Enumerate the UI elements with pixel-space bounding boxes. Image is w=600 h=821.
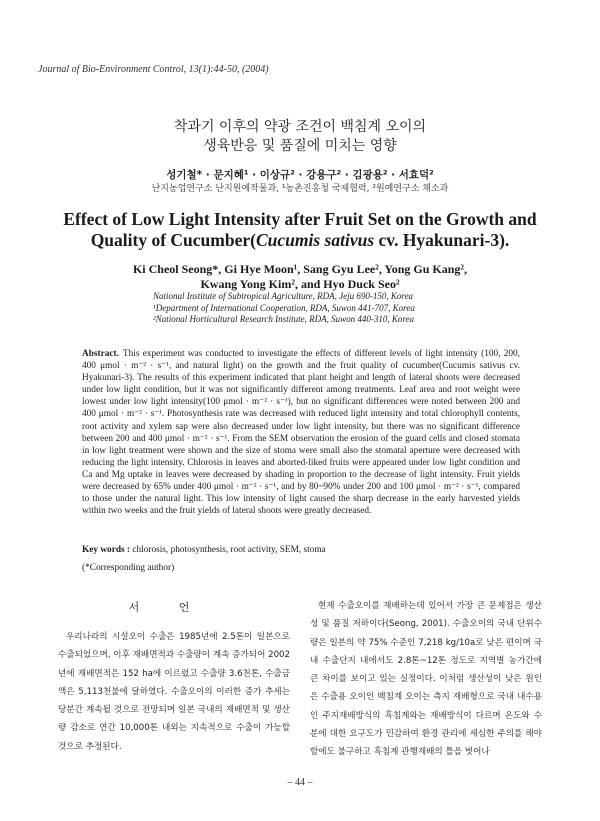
species-name: Cucumis sativus bbox=[255, 230, 375, 250]
affiliation-1: National Institute of Subtropical Agriculture, RDA, Jeju 690-150, Korea bbox=[153, 291, 414, 301]
english-affiliations bbox=[153, 291, 473, 326]
page-number: – 44 – bbox=[287, 777, 313, 788]
keywords-label: Key words : bbox=[82, 545, 131, 555]
right-column-text: 현재 수출오이를 재배하는데 있어서 가장 큰 문제점은 생산성 및 품질 저하이다(Seong, 2001). 수출오이의 국내 단위수량은 일본의 약 75% 수준인 7,218 kg/10a로 낮은 편이며 국내 수출단지 내에서도 2.8톤~12톤 정도로 지역별 농가간에 큰 차이를 보이고 있는 실정이다. 이처럼 생산성이 낮은 원인은 수출용 오이인 백침계 오이는 측지 재배형으로 국내 내수용인 주지재배방식의 흑침계와는 재배방식이 다르며 온도와 수분에 대한 요구도가 민감하여 환경 관리에 세심한 주의를 해야함에도 불구하고 흑침계 관행재배의 틀을 벗어나 bbox=[310, 601, 542, 758]
korean-authors: 성기철* · 문지혜¹ · 이상규² · 강용구² · 김광용² · 서효덕² bbox=[166, 169, 434, 181]
keywords bbox=[82, 544, 520, 556]
english-title-post: cv. Hyakunari-3). bbox=[374, 230, 510, 250]
korean-title bbox=[0, 118, 600, 156]
affiliation-3: ²National Horticultural Research Institute, RDA, Suwon 440-310, Korea bbox=[153, 314, 415, 324]
english-authors-line-1: Ki Cheol Seong*, Gi Hye Moon¹, Sang Gyu Lee², Yong Gu Kang², bbox=[132, 262, 468, 276]
corresponding-author-note: (*Corresponding author) bbox=[82, 563, 175, 573]
english-title-line-1: Effect of Low Light Intensity after Fruit Set on the Growth and bbox=[63, 209, 537, 229]
english-title-pre: Quality of Cucumber( bbox=[90, 230, 256, 250]
abstract-text: This experiment was conducted to investigate the effects of different levels of light intensity (100, 200, 400 μmol · m⁻² · s⁻¹, and natural light) on the growth and the fruit quality of cucumber(Cucumis sativus cv. Hyakunari-3). The results of this experiment indicated that plant height and length of lateral shoots were decreased under low light condition, but it was not significantly different among treatments. Leaf area and root weight were lowest under low light intensity(100 μmol · m⁻² · s⁻¹), but no significant differences were noted between 200 and 400 μmol · m⁻² · s⁻¹. Photosynthesis rate was decreased with reduced light intensity and total chlorophyll contents, root activity and xylem sap were also decreased under low light intensity, but there was no significant difference between 200 and 400 μmol · m⁻² · s⁻¹. From the SEM observation the erosion of the guard cells and closed stomata in low light treatment were shown and the size of stoma were small also the stomatal aperture were decreased with reducing the light intensity. Chlorosis in leaves and aborted-liked fruits were appeared under low light condition and Ca and Mg uptake in leaves were decreased by shading in proportion to the decrease of light intensity. Fruit yields were decreased by 65% under 400 μmol · m⁻² · s⁻¹, and by 80~90% under 200 and 100 μmol · m⁻² · s⁻¹, compared to those under the natural light. This low intensity of light caused the sharp decrease in the early harvested yields within two weeks and the fruit yields of lateral shoots were greatly decreased. bbox=[82, 349, 520, 517]
korean-affiliations: 난지농업연구소 난지원예작물과, ¹농촌진흥청 국제협력, ²원예연구소 채소과 bbox=[151, 184, 449, 194]
abstract-label: Abstract. bbox=[82, 349, 119, 359]
english-authors-line-2: Kwang Yong Kim², and Hyo Duck Seo² bbox=[200, 277, 400, 291]
affiliation-2: ¹Department of International Cooperation, RDA, Suwon 441-707, Korea bbox=[153, 302, 415, 313]
korean-title-line-1: 착과기 이후의 약광 조건이 백침계 오이의 bbox=[173, 119, 427, 135]
left-column-text: 우리나라의 시설오이 수출은 1985년에 2.5톤이 일본으로 수출되었으며, 이후 재배면적과 수출량이 계속 증가되어 2002년에 재배면적은 152 ha에 이르렀고 수출량 3.6천톤, 수출금액은 5,113천불에 달하였다. 수출오이의 이러한 증가 추세는 당분간 계속될 것으로 전망되며 일본 국내의 재배면적 및 생산량 감소로 연간 10,000톤 내외는 지속적으로 수출이 가능할 것으로 추정된다. bbox=[58, 632, 290, 752]
english-authors bbox=[0, 262, 600, 292]
english-title-line-2 bbox=[0, 230, 600, 251]
korean-title-line-2: 생육반응 및 품질에 미치는 영향 bbox=[203, 138, 397, 154]
keywords-text: chlorosis, photosynthesis, root activity, SEM, stoma bbox=[130, 545, 326, 555]
section-title: 서 언 bbox=[128, 601, 208, 614]
english-title bbox=[0, 209, 600, 251]
abstract bbox=[82, 348, 520, 517]
journal-citation: Journal of Bio-Environment Control, 13(1):44-50, (2004) bbox=[38, 64, 269, 75]
